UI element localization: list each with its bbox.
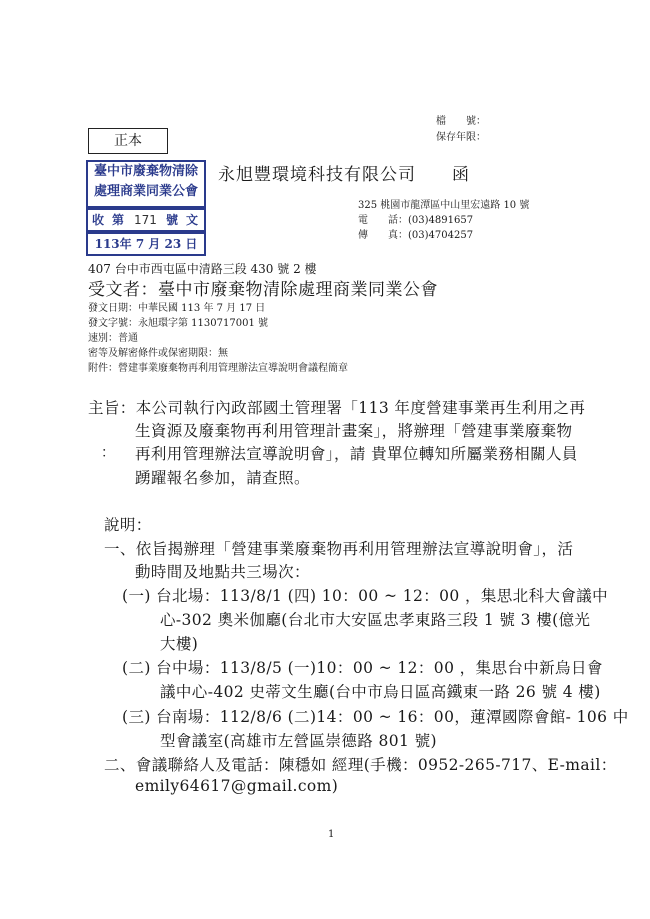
session-tainan-line2: 型會議室(高雄市左營區崇德路 801 號) — [160, 732, 437, 750]
explanation-item1-line1: 一、依旨揭辦理「營建事業廢棄物再利用管理辦法宣導說明會」，活 — [104, 540, 574, 558]
stamp-di-char: 第 — [112, 213, 125, 227]
original-copy-tag — [88, 128, 168, 154]
stamp-org-line2: 處理商業同業公會 — [93, 184, 198, 199]
delivery-speed: 速別：普通 — [88, 333, 138, 344]
original-copy-label: 正本 — [114, 133, 142, 149]
subject-line-2: 生資源及廢棄物再利用管理計畫案」，將辦理「營建事業廢棄物 — [135, 422, 573, 440]
document-number: 發文字號：永旭環字第 1130717001 號 — [88, 318, 268, 329]
recipient-address: 407 台中市西屯區中清路三段 430 號 2 樓 — [88, 262, 317, 276]
session-taichung-line1: (二) 台中場：113/8/5 (一)10：00 ~ 12：00 ，集思台中新烏日會 — [122, 659, 603, 677]
stamp-receipt-number: 171 — [134, 213, 157, 227]
stamp-wen-char: 文 — [186, 213, 199, 227]
session-taipei-line1: (一) 台北場：113/8/1 (四) 10：00 ~ 12：00 ，集思北科大會議中 — [122, 587, 609, 605]
stamp-recv-char: 收 — [92, 213, 105, 227]
file-number-label: 檔 號： — [436, 116, 486, 127]
stamp-received-date: 113年 7 月 23 日 — [94, 237, 198, 251]
subject-line-1: 主旨：本公司執行內政部國土管理署「113 年度營建事業再生利用之再 — [88, 399, 586, 417]
session-taipei-line3: 大樓) — [160, 635, 199, 653]
session-taipei-line2: 心-302 奧米伽廳(台北市大安區忠孝東路三段 1 號 3 樓(億光 — [160, 611, 591, 629]
explanation-item2-line1: 二、會議聯絡人及電話：陳穩如 經理(手機：0952-265-717、E-mail： — [104, 756, 617, 774]
sender-phone: 電 話：(03)4891657 — [358, 215, 474, 226]
contact-email[interactable]: emily64617@gmail.com) — [135, 777, 339, 795]
subject-line-3: 再利用管理辦法宣導說明會」，請 貴單位轉知所屬業務相關人員 — [135, 445, 578, 463]
sender-address: 325 桃園市龍潭區中山里宏遠路 10 號 — [358, 200, 530, 211]
recipient-title: 受文者：臺中市廢棄物清除處理商業同業公會 — [88, 280, 438, 300]
receipt-stamp — [86, 160, 208, 256]
session-taichung-line2: 議中心-402 史蒂文生廳(台中市烏日區高鐵東一路 26 號 4 樓) — [160, 683, 601, 701]
explanation-item1-line2: 動時間及地點共三場次： — [135, 563, 310, 581]
stamp-date-box — [86, 232, 206, 256]
sender-company-name: 永旭豐環境科技有限公司 函 — [218, 165, 470, 185]
subject-line-4: 踴躍報名參加，請查照。 — [135, 469, 310, 487]
stamp-receipt-number-box — [86, 208, 206, 232]
page-number: 1 — [328, 829, 335, 840]
secrecy-level: 密等及解密條件或保密期限：無 — [88, 348, 228, 359]
stamp-org-line1: 臺中市廢棄物清除 — [93, 164, 198, 179]
stamp-org-box — [86, 160, 206, 208]
explanation-heading: 說明： — [104, 516, 152, 534]
stamp-hao-char: 號 — [166, 213, 179, 227]
sender-fax: 傳 真：(03)4704257 — [358, 230, 474, 241]
subject-margin-mark: ： — [101, 445, 115, 461]
retention-period-label: 保存年限： — [436, 132, 486, 143]
issue-date: 發文日期：中華民國 113 年 7 月 17 日 — [88, 303, 266, 314]
session-tainan-line1: (三) 台南場：112/8/6 (二)14：00 ~ 16：00，蓮潭國際會館- 106 中 — [122, 708, 629, 726]
attachment-info: 附件：營建事業廢棄物再利用管理辦法宣導說明會議程簡章 — [88, 363, 348, 374]
